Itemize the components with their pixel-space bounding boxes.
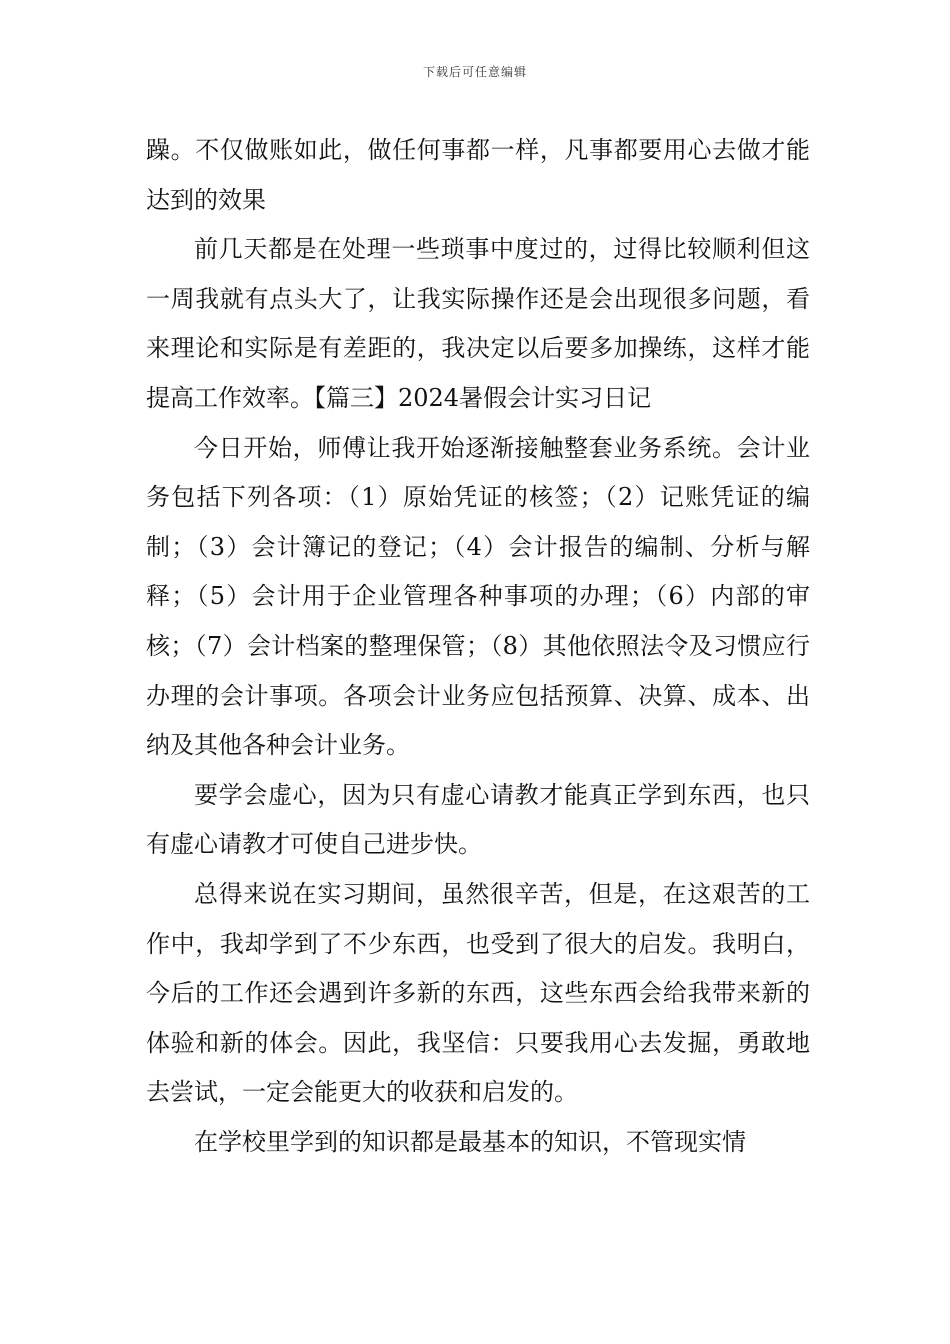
paragraph: 前几天都是在处理一些琐事中度过的，过得比较顺利但这一周我就有点头大了，让我实际操作还是会出现很多问题，看来理论和实际是有差距的，我决定以后要多加操练，这样才能提高工作效率。【篇三】2024暑假会计实习日记 — [146, 235, 810, 412]
paragraph: 在学校里学到的知识都是最基本的知识，不管现实情 — [194, 1127, 746, 1156]
paragraph: 要学会虚心，因为只有虚心请教才能真正学到东西，也只有虚心请教才可使自己进步快。 — [146, 780, 810, 859]
paragraph-continued: 躁。不仅做账如此，做任何事都一样，凡事都要用心去做才能达到的效果 — [146, 136, 810, 214]
paragraph: 今日开始，师傅让我开始逐渐接触整套业务系统。会计业务包括下列各项：（1）原始凭证的核签；（2）记账凭证的编制；（3）会计簿记的登记；（4）会计报告的编制、分析与解释；（5）会计用于企业管理各种事项的办理；（6）内部的审核；（7）会计档案的整理保管；（8）其他依照法令及习惯应行办理的会计事项。各项会计业务应包括预算、决算、成本、出纳及其他各种会计业务。 — [146, 433, 810, 760]
document-body — [146, 126, 810, 1167]
page-header: 下载后可任意编辑 — [422, 65, 527, 79]
paragraph: 总得来说在实习期间，虽然很辛苦，但是，在这艰苦的工作中，我却学到了不少东西，也受到了很大的启发。我明白，今后的工作还会遇到许多新的东西，这些东西会给我带来新的体验和新的体会。因此，我坚信：只要我用心去发掘，勇敢地去尝试，一定会能更大的收获和启发的。 — [146, 879, 810, 1107]
